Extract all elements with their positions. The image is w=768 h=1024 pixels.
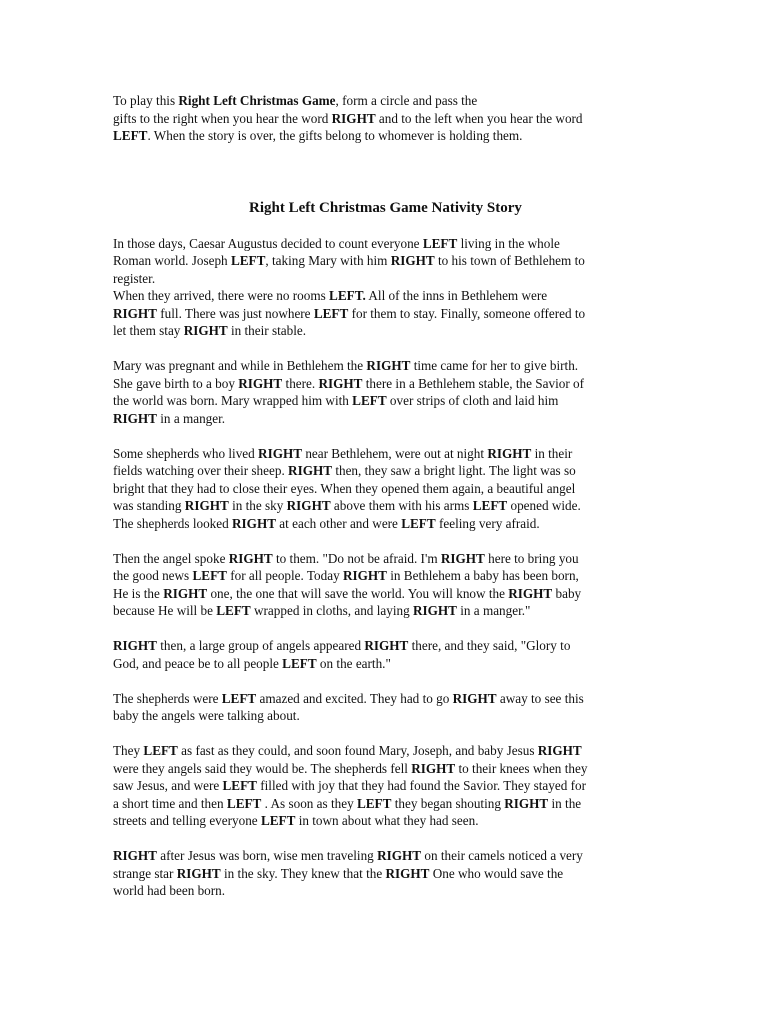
bold-keyword: RIGHT [258, 445, 303, 461]
bold-keyword: LEFT [113, 128, 148, 143]
story-paragraph [113, 357, 658, 427]
text-line [113, 742, 658, 760]
bold-keyword: LEFT [401, 515, 436, 531]
bold-keyword: RIGHT [385, 865, 430, 881]
text-run: God, and peace be to all people [113, 655, 283, 671]
bold-keyword: RIGHT [288, 463, 333, 478]
text-line [113, 760, 658, 778]
text-run: let them stay [113, 323, 184, 338]
text-run: near Bethlehem, were out at night [302, 445, 488, 461]
text-line [113, 812, 658, 830]
text-line [113, 655, 658, 673]
text-run: strange star [113, 865, 177, 881]
bold-keyword: LEFT [472, 498, 508, 513]
text-run: Some shepherds who lived [113, 445, 259, 461]
text-run: Roman world. Joseph [113, 253, 231, 268]
story-paragraph [113, 445, 658, 533]
story-title: Right Left Christmas Game Nativity Story [249, 199, 522, 216]
bold-keyword: RIGHT [377, 848, 422, 863]
bold-keyword: RIGHT [113, 305, 157, 321]
text-run: He is the [113, 585, 164, 601]
text-line [113, 235, 658, 253]
text-run: above them with his arms [330, 498, 473, 513]
text-run: baby the angels were talking about. [113, 708, 300, 723]
bold-keyword: LEFT [230, 253, 266, 268]
text-line [113, 585, 658, 603]
text-run: wrapped in cloths, and laying [250, 603, 413, 618]
text-run: in a manger. [156, 410, 226, 426]
text-run: away to see this [496, 690, 584, 706]
bold-keyword: RIGHT [508, 585, 553, 601]
text-line [113, 392, 658, 410]
bold-keyword: RIGHT [504, 795, 549, 811]
text-run: in a manger." [456, 603, 531, 618]
bold-keyword: RIGHT [364, 638, 409, 653]
text-run: was standing [113, 498, 185, 513]
text-run: full. There was just nowhere [156, 305, 314, 321]
text-run: . As soon as they [261, 795, 357, 811]
story-paragraph [113, 637, 658, 672]
text-run: , form a circle and pass the [335, 93, 478, 108]
bold-keyword: RIGHT [184, 498, 229, 513]
text-run: The shepherds were [113, 690, 222, 706]
bold-keyword: RIGHT [411, 760, 456, 776]
bold-keyword: LEFT [422, 235, 458, 251]
text-line [113, 462, 658, 480]
story-paragraph [113, 235, 658, 340]
text-line [113, 550, 658, 568]
text-run: because He will be [113, 603, 217, 618]
text-run: One who would save the [429, 865, 564, 881]
text-run: there in a Bethlehem stable, the Savior of [362, 375, 585, 391]
text-run: in the [548, 795, 582, 811]
text-run: living in the whole [457, 235, 560, 251]
text-line [113, 795, 658, 813]
text-run: baby [552, 585, 582, 601]
bold-keyword: RIGHT [342, 568, 387, 583]
bold-keyword: LEFT [221, 690, 257, 706]
bold-keyword: LEFT [313, 305, 349, 321]
text-run: were they angels said they would be. The shepherds fell [113, 760, 412, 776]
text-line [113, 127, 658, 145]
text-line [113, 445, 658, 463]
text-run: to them. "Do not be afraid. I'm [272, 550, 441, 566]
bold-keyword: LEFT [216, 603, 251, 618]
text-run: to their knees when they [455, 760, 588, 776]
bold-keyword: RIGHT [487, 445, 532, 461]
bold-keyword: LEFT [260, 813, 296, 828]
text-run: amazed and excited. They had to go [256, 690, 453, 706]
text-run: in their stable. [227, 323, 307, 338]
text-run: , taking Mary with him [265, 253, 391, 268]
text-run: When they arrived, there were no rooms [113, 288, 330, 303]
bold-keyword: LEFT [282, 655, 317, 671]
text-line [113, 882, 658, 900]
text-run: To play this [113, 93, 179, 108]
bold-keyword: RIGHT [176, 865, 221, 881]
text-line [113, 305, 658, 323]
bold-keyword: RIGHT [183, 323, 228, 338]
story-paragraph [113, 550, 658, 620]
text-run: over strips of cloth and laid him [386, 393, 559, 408]
text-run: fields watching over their sheep. [113, 463, 289, 478]
text-run: bright that they had to close their eyes. When they opened them again, a beautiful angel [113, 480, 576, 496]
text-line [113, 110, 658, 128]
text-line [113, 270, 658, 288]
text-run: after Jesus was born, wise men traveling [156, 848, 378, 863]
bold-keyword: RIGHT [286, 498, 331, 513]
text-line [113, 865, 658, 883]
text-line [113, 515, 658, 533]
text-line [113, 497, 658, 515]
bold-keyword: RIGHT [113, 638, 157, 653]
text-run: and to the left when you hear the word [375, 110, 583, 126]
bold-keyword: LEFT. [329, 288, 366, 303]
text-run: filled with joy that they had found the Savior. They stayed for [256, 778, 586, 793]
text-run: a short time and then [113, 795, 227, 811]
text-line [113, 777, 658, 795]
bold-keyword: RIGHT [163, 585, 208, 601]
bold-keyword: RIGHT [318, 375, 363, 391]
text-run: the world was born. Mary wrapped him with [113, 393, 353, 408]
text-run: then, a large group of angels appeared [156, 638, 365, 653]
text-line [113, 690, 658, 708]
text-run: on their camels noticed a very [421, 848, 583, 863]
text-run: They [113, 743, 144, 758]
text-run: world had been born. [113, 883, 226, 898]
bold-keyword: LEFT [226, 795, 262, 811]
bold-keyword: RIGHT [113, 848, 157, 863]
text-run: here to bring you [484, 550, 579, 566]
text-line [113, 602, 658, 620]
text-run: In those days, Caesar Augustus decided to count everyone [113, 235, 423, 251]
bold-keyword: RIGHT [331, 110, 376, 126]
text-run: in the sky [228, 498, 287, 513]
document-page [113, 92, 658, 917]
story-paragraph [113, 847, 658, 900]
bold-keyword: RIGHT [366, 358, 411, 373]
bold-keyword: RIGHT [238, 375, 283, 391]
bold-keyword: Right Left Christmas Game [178, 93, 336, 108]
bold-keyword: RIGHT [537, 743, 582, 758]
text-run: then, they saw a bright light. The light was so [332, 463, 576, 478]
text-run: All of the inns in Bethlehem were [365, 288, 548, 303]
text-run: in Bethlehem a baby has been born, [386, 568, 579, 583]
bold-keyword: LEFT [143, 743, 178, 758]
text-line [113, 92, 658, 110]
text-run: register. [113, 270, 156, 286]
text-run: in their [531, 445, 573, 461]
text-run: there, and they said, "Glory to [408, 638, 571, 653]
text-run: Mary was pregnant and while in Bethlehem the [113, 358, 367, 373]
text-line [113, 637, 658, 655]
text-line [113, 410, 658, 428]
text-run: at each other and were [276, 515, 402, 531]
text-run: . When the story is over, the gifts belong to whomever is holding them. [147, 128, 523, 143]
bold-keyword: RIGHT [228, 550, 273, 566]
bold-keyword: LEFT [356, 795, 392, 811]
bold-keyword: RIGHT [440, 550, 485, 566]
text-line [113, 847, 658, 865]
text-run: they began shouting [391, 795, 505, 811]
text-line [113, 707, 658, 725]
bold-keyword: RIGHT [232, 515, 276, 531]
text-run: The shepherds looked [113, 515, 233, 531]
text-line [113, 567, 658, 585]
text-line [113, 287, 658, 305]
text-run: to his town of Bethlehem to [434, 253, 585, 268]
text-line [113, 480, 658, 498]
text-run: She gave birth to a boy [113, 375, 239, 391]
bold-keyword: LEFT [222, 778, 257, 793]
story-paragraph [113, 690, 658, 725]
text-run: time came for her to give birth. [410, 358, 579, 373]
text-run: there. [282, 375, 319, 391]
bold-keyword: RIGHT [390, 253, 435, 268]
text-run: for all people. Today [226, 568, 343, 583]
text-line [113, 357, 658, 375]
text-run: saw Jesus, and were [113, 778, 223, 793]
bold-keyword: RIGHT [113, 410, 157, 426]
intro-paragraph [113, 92, 658, 145]
bold-keyword: RIGHT [412, 603, 457, 618]
text-run: opened wide. [507, 498, 581, 513]
bold-keyword: RIGHT [452, 690, 497, 706]
text-run: in town about what they had seen. [295, 813, 479, 828]
text-run: as fast as they could, and soon found Mary, Joseph, and baby Jesus [177, 743, 538, 758]
text-run: feeling very afraid. [435, 515, 540, 531]
text-run: the good news [113, 568, 193, 583]
text-line [113, 252, 658, 270]
text-line [113, 375, 658, 393]
text-run: one, the one that will save the world. You will know the [207, 585, 509, 601]
story-paragraph [113, 742, 658, 830]
story-body [113, 235, 658, 900]
text-run: for them to stay. Finally, someone offered to [348, 305, 586, 321]
text-run: on the earth." [316, 655, 391, 671]
text-line [113, 322, 658, 340]
bold-keyword: LEFT [192, 568, 227, 583]
text-run: Then the angel spoke [113, 550, 229, 566]
text-run: streets and telling everyone [113, 813, 261, 828]
text-run: in the sky. They knew that the [220, 865, 386, 881]
bold-keyword: LEFT [352, 393, 387, 408]
text-run: gifts to the right when you hear the word [113, 110, 332, 126]
